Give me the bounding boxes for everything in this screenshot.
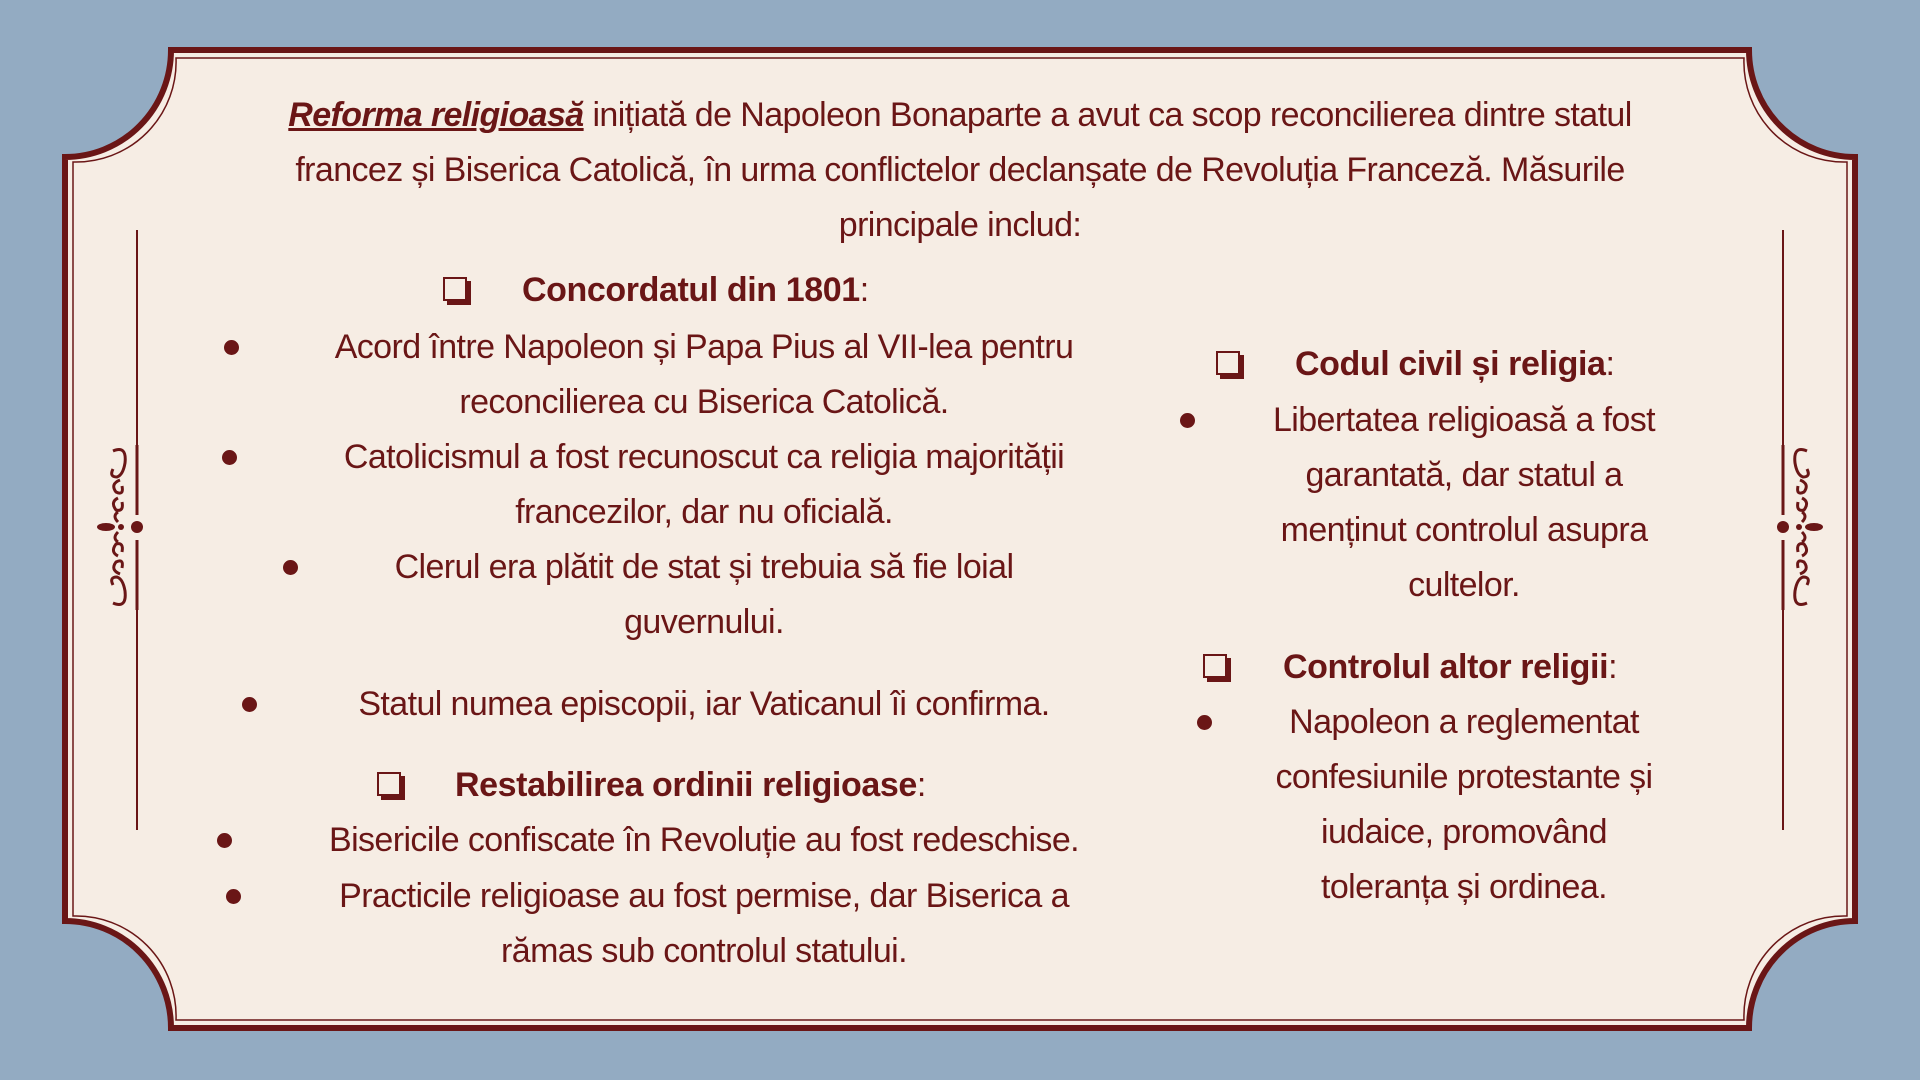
checkbox-bullet-icon xyxy=(377,772,401,796)
intro-text: inițiată de Napoleon Bonaparte a avut ca scop reconcilierea dintre statul xyxy=(583,96,1632,134)
intro-lead: Reforma religioasă xyxy=(288,96,584,134)
checkbox-bullet-icon xyxy=(1203,654,1227,678)
intro-line-3: principale includ: xyxy=(838,206,1082,244)
list-item-line: garantată, dar statul a xyxy=(1305,456,1623,494)
section-title-concordat: Concordatul din 1801: xyxy=(522,271,869,309)
list-item-line: guvernului. xyxy=(624,603,784,641)
list-item-line: cultelor. xyxy=(1408,566,1520,604)
section-title-restabilire: Restabilirea ordinii religioase: xyxy=(455,766,926,804)
list-item-line: Libertatea religioasă a fost xyxy=(1272,401,1655,439)
list-item-line: reconcilierea cu Biserica Catolică. xyxy=(459,383,949,421)
list-item-line: menținut controlul asupra xyxy=(1280,511,1648,549)
list-item-line: toleranța și ordinea. xyxy=(1320,868,1608,906)
intro-line-2: francez și Biserica Catolică, în urma conflictelor declanșate de Revoluția Franceză. Măsurile xyxy=(295,151,1625,189)
checkbox-bullet-icon xyxy=(443,277,467,301)
list-item-line: Practicile religioase au fost permise, dar Biserica a xyxy=(339,877,1069,915)
list-item-line: francezilor, dar nu oficială. xyxy=(515,493,893,531)
section-title-alte-religii: Controlul altor religii: xyxy=(1283,648,1618,686)
list-item-line: iudaice, promovând xyxy=(1321,813,1607,851)
list-item-line: Statul numea episcopii, iar Vaticanul îi confirma. xyxy=(358,685,1050,723)
list-item-line: Acord între Napoleon și Papa Pius al VII-lea pentru xyxy=(334,328,1074,366)
intro-line-1 xyxy=(260,88,1660,143)
list-item-line: Clerul era plătit de stat și trebuia să fie loial xyxy=(394,548,1014,586)
section-title-cod-civil: Codul civil și religia: xyxy=(1295,345,1615,383)
checkbox-bullet-icon xyxy=(1216,351,1240,375)
list-item-line: confesiunile protestante și xyxy=(1275,758,1653,796)
list-item-line: Catolicismul a fost recunoscut ca religia majorității xyxy=(343,438,1065,476)
list-item-line: Bisericile confiscate în Revoluție au fost redeschise. xyxy=(329,821,1079,859)
list-item-line: rămas sub controlul statului. xyxy=(501,932,907,970)
list-item-line: Napoleon a reglementat xyxy=(1289,703,1639,741)
